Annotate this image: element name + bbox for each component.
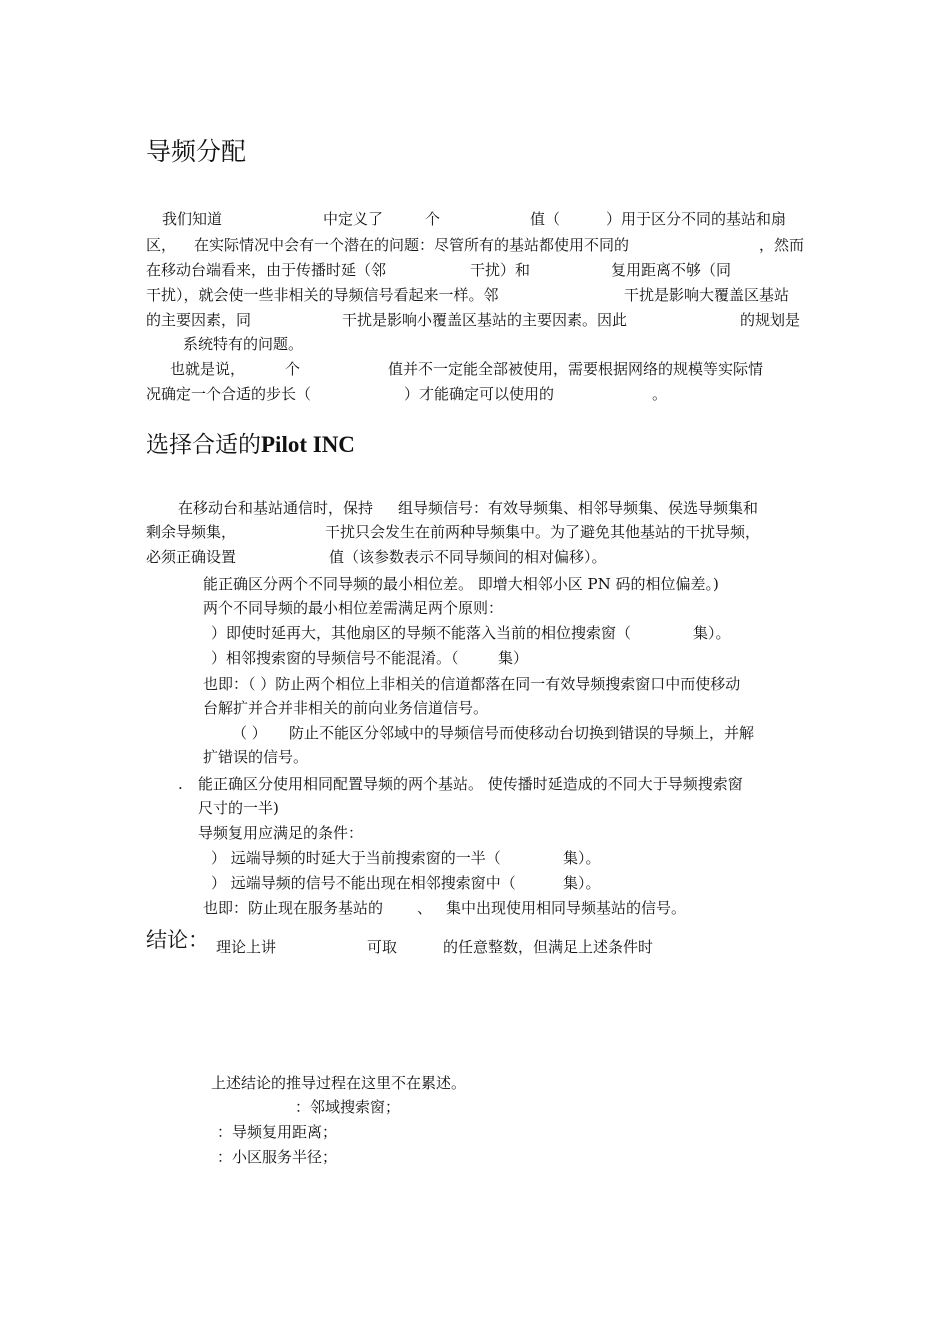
text-fragment: 中定义了 bbox=[323, 210, 384, 228]
text-fragment: 必须正确设置 bbox=[146, 548, 237, 566]
text-fragment: 区， bbox=[146, 236, 177, 254]
text-fragment: ）才能确定可以使用的 bbox=[404, 385, 555, 403]
section-heading-pilot-inc bbox=[146, 431, 355, 459]
text-fragment: 干扰），就会使一些非相关的导频信号看起来一样。邻 bbox=[146, 286, 499, 304]
text-fragment: 个 bbox=[425, 210, 441, 228]
text-fragment: 台解扩并合并非相关的前向业务信道信号。 bbox=[203, 699, 489, 717]
text-fragment: ）用于区分不同的基站和扇 bbox=[606, 210, 787, 228]
text-fragment: 组导频信号：有效导频集、相邻导频集、侯选导频集和 bbox=[398, 499, 759, 517]
text-fragment: 在移动台端看来，由于传播时延（邻 bbox=[146, 261, 387, 279]
section-heading-pilot-allocation: 导频分配 bbox=[146, 137, 247, 166]
text-fragment: ） 远端导频的时延大于当前搜索窗的一半（ bbox=[211, 849, 501, 867]
text-fragment: 也即：（ ）防止两个相位上非相关的信道都落在同一有效导频搜索窗口中而使移动 bbox=[203, 675, 741, 693]
text-fragment: 集） bbox=[498, 649, 529, 667]
heading-prefix: 选择合适的 bbox=[146, 432, 261, 458]
text-fragment: 干扰）和 bbox=[470, 261, 531, 279]
text-fragment: . bbox=[178, 775, 183, 793]
text-fragment: 干扰是影响小覆盖区基站的主要因素。因此 bbox=[342, 311, 628, 329]
text-fragment: ，然而 bbox=[759, 236, 805, 254]
text-fragment: 在实际情况中会有一个潜在的问题：尽管所有的基站都使用不同的 bbox=[194, 236, 630, 254]
text-fragment: 上述结论的推导过程在这里不在累述。 bbox=[211, 1074, 467, 1092]
text-fragment: 在移动台和基站通信时，保持 bbox=[178, 499, 374, 517]
heading-bold-term: Pilot INC bbox=[261, 432, 355, 457]
text-fragment: 复用距离不够（同 bbox=[611, 261, 732, 279]
text-fragment: 集）。 bbox=[693, 624, 731, 642]
text-fragment: 的任意整数，但满足上述条件时 bbox=[443, 938, 654, 956]
section-heading-conclusion: 结论： bbox=[146, 928, 209, 952]
text-fragment: 也即：防止现在服务基站的 bbox=[203, 899, 384, 917]
text-fragment: 值（该参数表示不同导频间的相对偏移）。 bbox=[329, 548, 607, 566]
text-fragment: 防止不能区分邻域中的导频信号而使移动台切换到错误的导频上，并解 bbox=[289, 724, 755, 742]
text-fragment: 值并不一定能全部被使用，需要根据网络的规模等实际情 bbox=[388, 360, 764, 378]
text-fragment: 集）。 bbox=[563, 849, 601, 867]
definition-cell-radius: ：小区服务半径； bbox=[217, 1148, 338, 1166]
text-fragment: 值（ bbox=[530, 210, 561, 228]
text-fragment: 我们知道 bbox=[162, 210, 223, 228]
text-fragment: 尺寸的一半) bbox=[198, 799, 279, 817]
text-fragment: ）即使时延再大，其他扇区的导频不能落入当前的相位搜索窗（ bbox=[211, 624, 632, 642]
text-fragment: 个 bbox=[285, 360, 301, 378]
text-fragment: ）相邻搜索窗的导频信号不能混淆。（ bbox=[211, 649, 459, 667]
text-fragment: 干扰是影响大覆盖区基站 bbox=[624, 286, 790, 304]
text-fragment: 的规划是 bbox=[740, 311, 801, 329]
text-fragment: 导频复用应满足的条件： bbox=[198, 824, 364, 842]
text-fragment: 扩错误的信号。 bbox=[203, 748, 309, 766]
text-fragment: 理论上讲 bbox=[216, 938, 277, 956]
text-fragment: 况确定一个合适的步长（ bbox=[146, 385, 312, 403]
text-fragment: 。 bbox=[652, 385, 668, 403]
text-fragment: 的主要因素，同 bbox=[146, 311, 252, 329]
text-fragment: 集）。 bbox=[563, 874, 601, 892]
text-fragment: 干扰只会发生在前两种导频集中。为了避免其他基站的干扰导频， bbox=[325, 523, 761, 541]
definition-pilot-reuse-distance: ：导频复用距离； bbox=[217, 1123, 338, 1141]
text-fragment: 两个不同导频的最小相位差需满足两个原则： bbox=[203, 599, 504, 617]
text-fragment: 也就是说， bbox=[170, 360, 246, 378]
text-fragment: 可取 bbox=[367, 938, 398, 956]
text-fragment: 能正确区分使用相同配置导频的两个基站。 使传播时延造成的不同大于导频搜索窗 bbox=[198, 775, 743, 793]
text-fragment: （ ） bbox=[232, 724, 267, 742]
text-fragment: 能正确区分两个不同导频的最小相位差。 即增大相邻小区 PN 码的相位偏差。) bbox=[203, 575, 719, 593]
text-fragment: 、 bbox=[417, 899, 433, 917]
text-fragment: ） 远端导频的信号不能出现在相邻搜索窗中（ bbox=[211, 874, 516, 892]
text-fragment: 集中出现使用相同导频基站的信号。 bbox=[446, 899, 687, 917]
definition-neighbor-search-window: ：邻域搜索窗； bbox=[295, 1098, 401, 1116]
text-fragment: 剩余导频集， bbox=[146, 523, 237, 541]
text-fragment: 系统特有的问题。 bbox=[183, 335, 304, 353]
